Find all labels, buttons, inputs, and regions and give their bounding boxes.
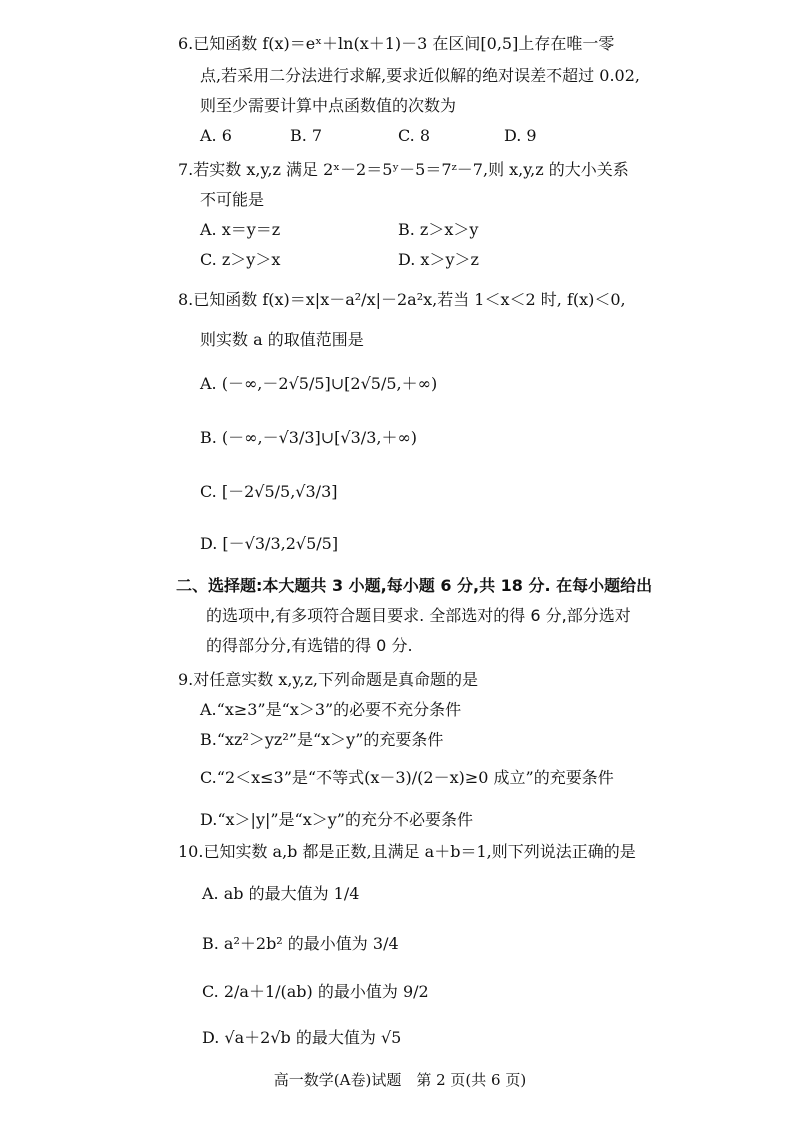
q10-option-b: B. a²＋2b² 的最小值为 3/4 <box>202 934 399 953</box>
q10-option-d: D. √a＋2√b 的最大值为 √5 <box>202 1028 402 1047</box>
q6-option-a: A. 6 <box>200 126 232 145</box>
q6-option-b: B. 7 <box>290 126 323 145</box>
q8-line-1: 8.已知函数 f(x)＝x|x－a²/x|－2a²x,若当 1＜x＜2 时, f(x)＜0, <box>178 290 626 309</box>
q8-option-b: B. (－∞,－√3/3]∪[√3/3,＋∞) <box>200 428 418 447</box>
q9-option-b: B.“xz²＞yz²”是“x＞y”的充要条件 <box>200 730 444 749</box>
q6-option-c: C. 8 <box>398 126 431 145</box>
q7-option-c: C. z＞y＞x <box>200 250 281 269</box>
q10-option-c: C. 2/a＋1/(ab) 的最小值为 9/2 <box>202 982 429 1001</box>
q6-line-1: 6.已知函数 f(x)＝eˣ＋ln(x＋1)－3 在区间[0,5]上存在唯一零 <box>178 34 615 53</box>
q9-line-1: 9.对任意实数 x,y,z,下列命题是真命题的是 <box>178 670 478 689</box>
q8-option-d: D. [－√3/3,2√5/5] <box>200 534 339 553</box>
section2-line-2: 的选项中,有多项符合题目要求. 全部选对的得 6 分,部分选对 <box>206 606 631 625</box>
q7-option-b: B. z＞x＞y <box>398 220 479 239</box>
page-footer: 高一数学(A卷)试题 第 2 页(共 6 页) <box>273 1071 527 1089</box>
q9-option-c: C.“2＜x≤3”是“不等式(x－3)/(2－x)≥0 成立”的充要条件 <box>200 768 614 787</box>
q8-option-a: A. (－∞,－2√5/5]∪[2√5/5,＋∞) <box>200 374 438 393</box>
q7-option-a: A. x＝y＝z <box>200 220 281 239</box>
q6-option-d: D. 9 <box>504 126 537 145</box>
section2-heading: 二、选择题:本大题共 3 小题,每小题 6 分,共 18 分. 在每小题给出 <box>176 576 653 595</box>
section2-line-3: 的得部分分,有选错的得 0 分. <box>206 636 413 655</box>
q6-line-3: 则至少需要计算中点函数值的次数为 <box>200 96 457 115</box>
q7-option-d: D. x＞y＞z <box>398 250 479 269</box>
q8-line-2: 则实数 a 的取值范围是 <box>200 330 364 349</box>
q8-option-c: C. [－2√5/5,√3/3] <box>200 482 338 501</box>
q7-line-2: 不可能是 <box>200 190 265 209</box>
q9-option-d: D.“x＞|y|”是“x＞y”的充分不必要条件 <box>200 810 473 829</box>
q6-line-2: 点,若采用二分法进行求解,要求近似解的绝对误差不超过 0.02, <box>200 66 640 85</box>
q10-line-1: 10.已知实数 a,b 都是正数,且满足 a＋b＝1,则下列说法正确的是 <box>178 842 636 861</box>
q7-line-1: 7.若实数 x,y,z 满足 2ˣ－2＝5ʸ－5＝7ᶻ－7,则 x,y,z 的大小关系 <box>178 160 629 179</box>
q9-option-a: A.“x≥3”是“x＞3”的必要不充分条件 <box>200 700 462 719</box>
q10-option-a: A. ab 的最大值为 1/4 <box>202 884 360 903</box>
